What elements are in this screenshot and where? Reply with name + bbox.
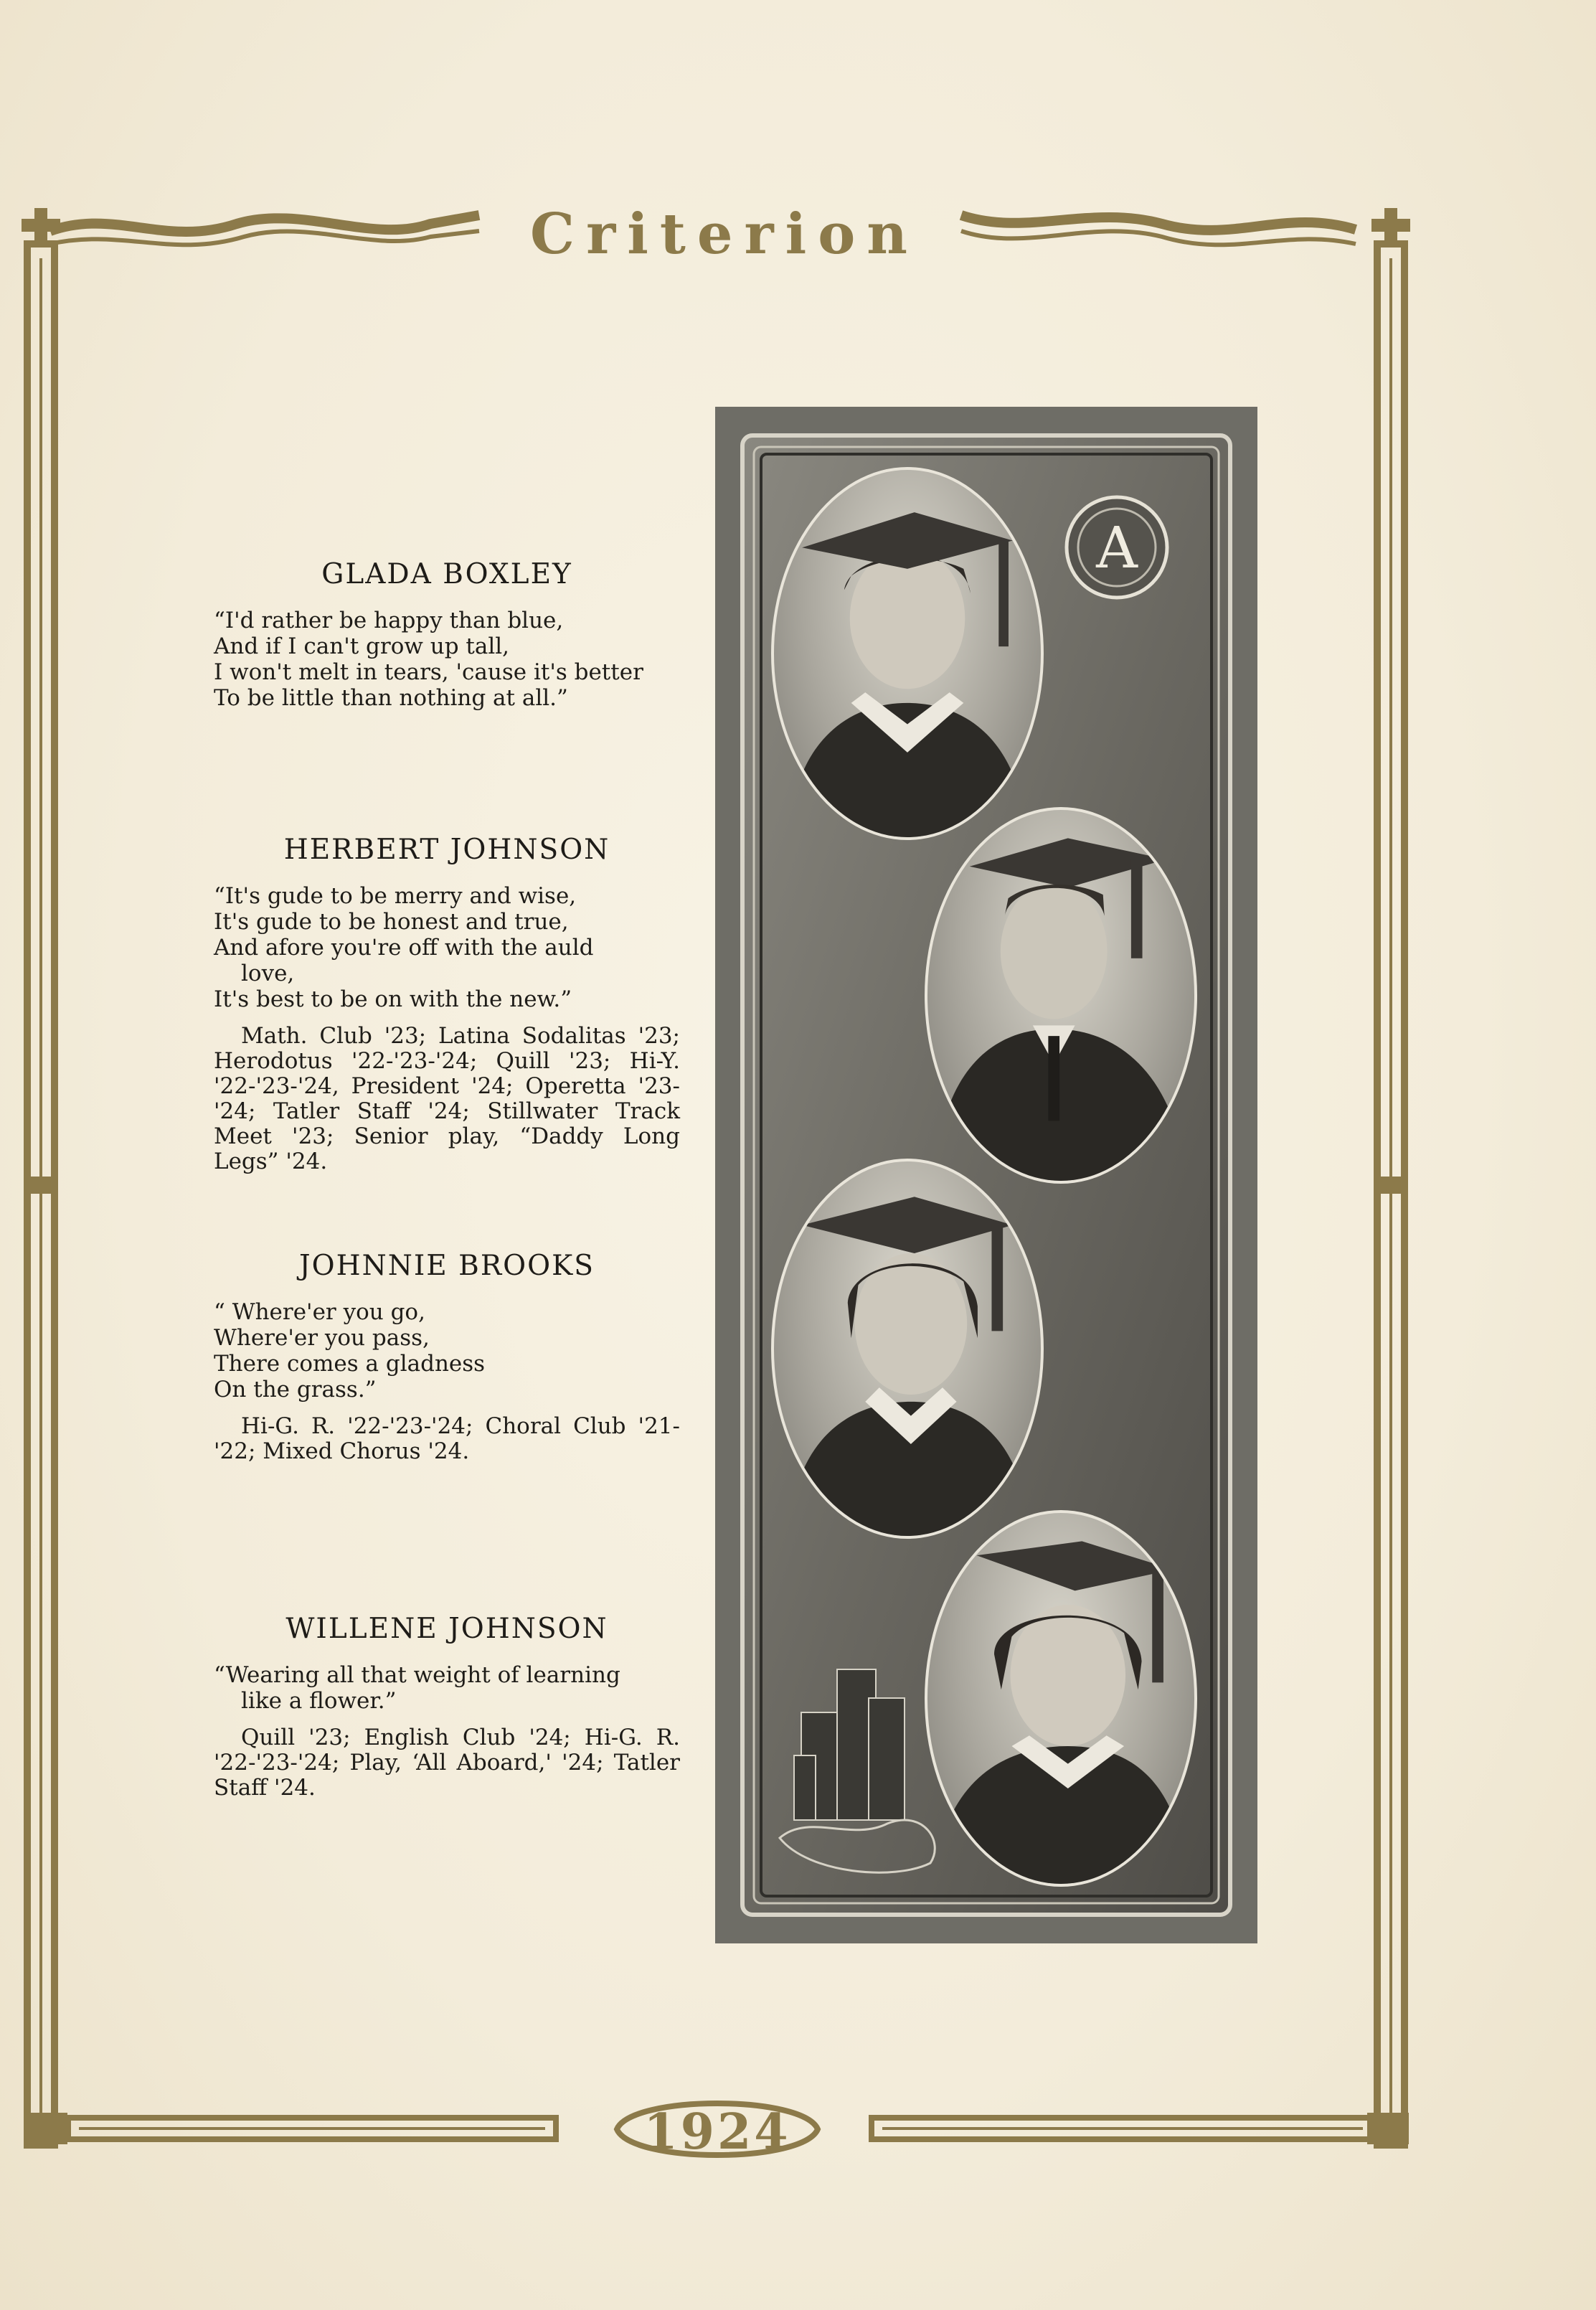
senior-quote [214,1299,680,1402]
quote-line: To be little than nothing at all.” [214,685,568,711]
senior-activities: Math. Club '23; Latina Sodalitas '23; Herodotus '22-'23-'24; Quill '23; Hi-Y. '22-'23-'24, President '24; Operetta '23-'24; Tatler Staff '24; Stillwater Track Meet '23; Senior play, “Daddy Long Legs” '24. [214,1023,680,1174]
senior-entry [214,558,680,711]
senior-quote [214,608,680,711]
senior-portrait [771,1159,1044,1539]
footer-year: 1924 [643,2103,791,2161]
senior-portrait [925,1510,1197,1887]
senior-quote [214,1662,680,1714]
quote-line: And if I can't grow up tall, [214,633,510,659]
senior-entry [214,1613,680,1801]
quote-line: “I'd rather be happy than blue, [214,608,564,633]
senior-entry [214,1250,680,1464]
senior-portrait [925,807,1197,1184]
quote-line: It's gude to be honest and true, [214,909,569,935]
quote-line: There comes a gladness [214,1351,486,1377]
quote-line: love, [241,961,295,986]
senior-entry [214,834,680,1174]
quote-line: I won't melt in tears, 'cause it's better [214,659,643,685]
senior-activities: Hi-G. R. '22-'23-'24; Choral Club '21-'22; Mixed Chorus '24. [214,1413,680,1464]
quote-line: “ Where'er you go, [214,1299,425,1325]
photo-panel [715,407,1257,1943]
senior-name: WILLENE JOHNSON [285,1613,608,1645]
quote-line: like a flower.” [241,1688,397,1714]
monogram-letter: A [1096,514,1138,581]
quote-line: “Wearing all that weight of learning [214,1662,620,1688]
senior-portrait [771,467,1044,840]
quote-line: On the grass.” [214,1377,377,1402]
page-header-title: Criterion [530,202,919,267]
senior-name: HERBERT JOHNSON [283,834,610,866]
senior-name: JOHNNIE BROOKS [299,1250,595,1282]
senior-quote [214,883,680,1012]
quote-line: And afore you're off with the auld [214,935,594,961]
quote-line: “It's gude to be merry and wise, [214,883,577,909]
quote-line: It's best to be on with the new.” [214,986,572,1012]
senior-name: GLADA BOXLEY [321,558,572,590]
quote-line: Where'er you pass, [214,1325,430,1351]
senior-activities: Quill '23; English Club '24; Hi-G. R. '22-'23-'24; Play, ‘All Aboard,' '24; Tatler Staff '24. [214,1725,680,1801]
